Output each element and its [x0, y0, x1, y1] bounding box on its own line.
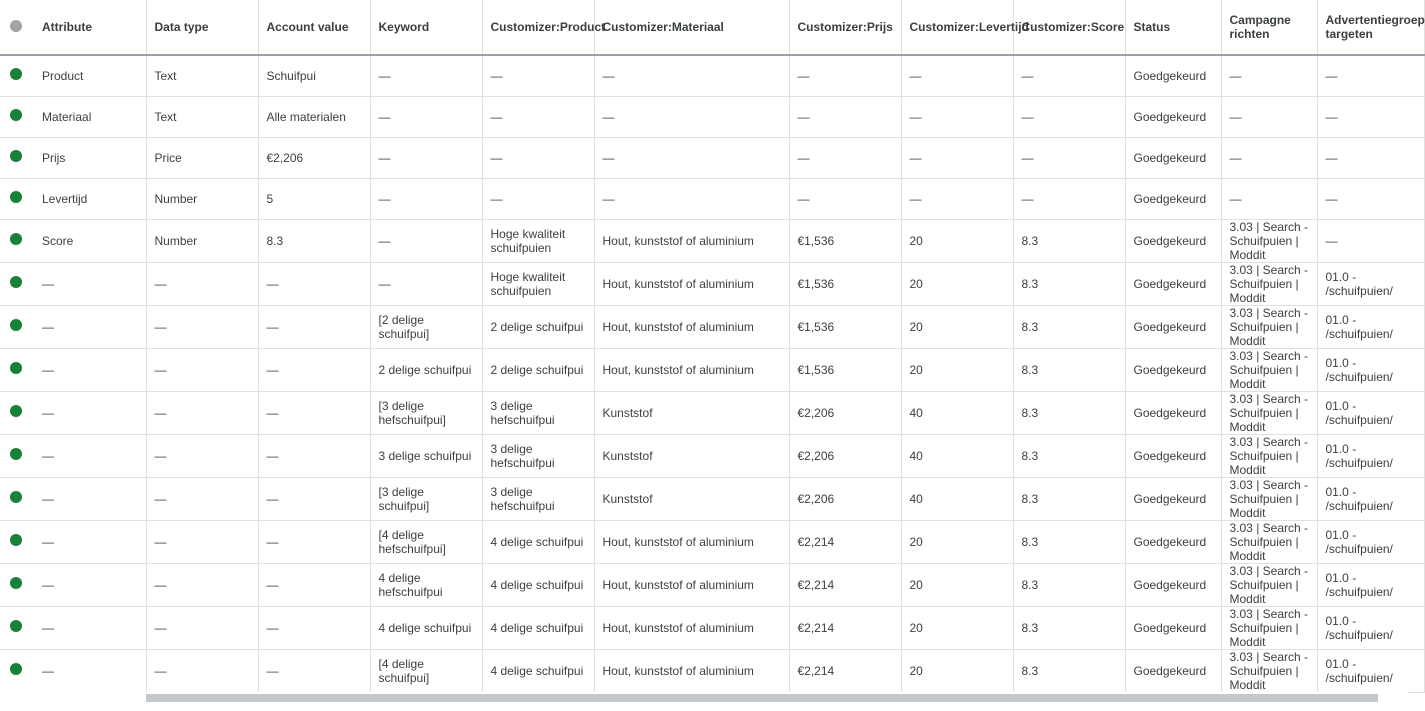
cell-campagne: — — [1221, 137, 1317, 178]
cell-keyword: [3 delige schuifpui] — [370, 477, 482, 520]
cell-data-type: — — [146, 305, 258, 348]
cell-customizer-prijs: €2,214 — [789, 520, 901, 563]
cell-attribute: Prijs — [34, 137, 146, 178]
cell-customizer-score: 8.3 — [1013, 434, 1125, 477]
cell-account-value: €2,206 — [258, 137, 370, 178]
cell-customizer-materiaal: Hout, kunststof of aluminium — [594, 606, 789, 649]
cell-account-value: — — [258, 262, 370, 305]
cell-customizer-levertijd: — — [901, 137, 1013, 178]
cell-data-type: — — [146, 606, 258, 649]
cell-customizer-materiaal: — — [594, 96, 789, 137]
cell-campagne: 3.03 | Search - Schuifpuien | Moddit — [1221, 520, 1317, 563]
cell-account-value: — — [258, 563, 370, 606]
cell-advertentiegroep: — — [1317, 55, 1424, 96]
cell-customizer-levertijd: 20 — [901, 563, 1013, 606]
cell-customizer-levertijd: 40 — [901, 477, 1013, 520]
cell-customizer-materiaal: — — [594, 55, 789, 96]
column-header-customizer-product[interactable]: Customizer:Product — [482, 0, 594, 55]
cell-campagne: — — [1221, 178, 1317, 219]
cell-keyword: [4 delige hefschuifpui] — [370, 520, 482, 563]
status-dot-icon — [10, 20, 22, 32]
cell-data-type: Number — [146, 219, 258, 262]
cell-customizer-score: — — [1013, 178, 1125, 219]
status-enabled-icon — [10, 276, 22, 288]
cell-advertentiegroep: 01.0 - /schuifpuien/ — [1317, 391, 1424, 434]
status-enabled-icon — [10, 448, 22, 460]
table-row[interactable] — [0, 391, 1424, 434]
table-row[interactable] — [0, 649, 1424, 692]
cell-customizer-prijs: €2,214 — [789, 649, 901, 692]
cell-data-type: Price — [146, 137, 258, 178]
status-enabled-icon — [10, 620, 22, 632]
cell-customizer-product: 2 delige schuifpui — [482, 348, 594, 391]
cell-customizer-prijs: €1,536 — [789, 305, 901, 348]
status-enabled-icon — [10, 150, 22, 162]
cell-campagne: 3.03 | Search - Schuifpuien | Moddit — [1221, 391, 1317, 434]
table-header-row — [0, 0, 1424, 55]
cell-attribute: — — [34, 348, 146, 391]
cell-customizer-levertijd: 40 — [901, 434, 1013, 477]
cell-attribute: Product — [34, 55, 146, 96]
status-enabled-icon — [10, 233, 22, 245]
cell-customizer-product: 4 delige schuifpui — [482, 563, 594, 606]
cell-account-value: Schuifpui — [258, 55, 370, 96]
cell-campagne: 3.03 | Search - Schuifpuien | Moddit — [1221, 262, 1317, 305]
column-header-status[interactable]: Status — [1125, 0, 1221, 55]
cell-data-type: — — [146, 649, 258, 692]
cell-status: Goedgekeurd — [1125, 262, 1221, 305]
cell-advertentiegroep: — — [1317, 137, 1424, 178]
cell-customizer-score: 8.3 — [1013, 305, 1125, 348]
cell-keyword: — — [370, 262, 482, 305]
cell-keyword: [3 delige hefschuifpui] — [370, 391, 482, 434]
cell-customizer-materiaal: Kunststof — [594, 477, 789, 520]
cell-data-type: — — [146, 520, 258, 563]
cell-campagne: 3.03 | Search - Schuifpuien | Moddit — [1221, 649, 1317, 692]
row-status-cell — [0, 606, 34, 649]
cell-customizer-score: — — [1013, 55, 1125, 96]
cell-customizer-product: Hoge kwaliteit schuifpuien — [482, 219, 594, 262]
column-header-advertentiegroep-targeten[interactable]: Advertentiegroep targeten — [1317, 0, 1424, 55]
cell-account-value: 5 — [258, 178, 370, 219]
cell-advertentiegroep: 01.0 - /schuifpuien/ — [1317, 649, 1424, 692]
cell-advertentiegroep: 01.0 - /schuifpuien/ — [1317, 563, 1424, 606]
cell-campagne: — — [1221, 55, 1317, 96]
cell-customizer-levertijd: — — [901, 178, 1013, 219]
cell-data-type: — — [146, 434, 258, 477]
cell-customizer-prijs: €1,536 — [789, 262, 901, 305]
cell-attribute: — — [34, 520, 146, 563]
cell-data-type: — — [146, 262, 258, 305]
table-row[interactable] — [0, 348, 1424, 391]
row-status-cell — [0, 520, 34, 563]
row-status-cell — [0, 649, 34, 692]
status-enabled-icon — [10, 534, 22, 546]
cell-status: Goedgekeurd — [1125, 606, 1221, 649]
cell-keyword: [4 delige schuifpui] — [370, 649, 482, 692]
table-row[interactable] — [0, 178, 1424, 219]
cell-data-type: — — [146, 348, 258, 391]
cell-campagne: 3.03 | Search - Schuifpuien | Moddit — [1221, 434, 1317, 477]
cell-customizer-product: 3 delige hefschuifpui — [482, 477, 594, 520]
cell-customizer-prijs: — — [789, 178, 901, 219]
cell-customizer-materiaal: Hout, kunststof of aluminium — [594, 649, 789, 692]
cell-keyword: 4 delige schuifpui — [370, 606, 482, 649]
cell-customizer-prijs: — — [789, 55, 901, 96]
column-header-customizer-prijs[interactable]: Customizer:Prijs — [789, 0, 901, 55]
column-header-account-value[interactable]: Account value — [258, 0, 370, 55]
cell-campagne: 3.03 | Search - Schuifpuien | Moddit — [1221, 563, 1317, 606]
cell-customizer-product: 3 delige hefschuifpui — [482, 391, 594, 434]
status-enabled-icon — [10, 191, 22, 203]
cell-status: Goedgekeurd — [1125, 434, 1221, 477]
cell-customizer-score: — — [1013, 137, 1125, 178]
cell-customizer-levertijd: 20 — [901, 305, 1013, 348]
cell-customizer-prijs: €2,206 — [789, 477, 901, 520]
cell-advertentiegroep: 01.0 - /schuifpuien/ — [1317, 477, 1424, 520]
cell-customizer-product: 4 delige schuifpui — [482, 606, 594, 649]
cell-keyword: — — [370, 219, 482, 262]
row-status-cell — [0, 262, 34, 305]
cell-account-value: — — [258, 348, 370, 391]
cell-keyword: — — [370, 137, 482, 178]
cell-customizer-levertijd: — — [901, 55, 1013, 96]
cell-attribute: — — [34, 262, 146, 305]
row-status-cell — [0, 477, 34, 520]
status-enabled-icon — [10, 491, 22, 503]
cell-attribute: Score — [34, 219, 146, 262]
cell-customizer-product: 2 delige schuifpui — [482, 305, 594, 348]
cell-advertentiegroep: 01.0 - /schuifpuien/ — [1317, 305, 1424, 348]
row-status-cell — [0, 96, 34, 137]
cell-customizer-prijs: €1,536 — [789, 219, 901, 262]
cell-customizer-prijs: €1,536 — [789, 348, 901, 391]
cell-customizer-product: 3 delige hefschuifpui — [482, 434, 594, 477]
cell-customizer-product: — — [482, 178, 594, 219]
cell-advertentiegroep: 01.0 - /schuifpuien/ — [1317, 262, 1424, 305]
row-status-cell — [0, 563, 34, 606]
cell-customizer-score: 8.3 — [1013, 348, 1125, 391]
cell-customizer-product: 4 delige schuifpui — [482, 520, 594, 563]
horizontal-scrollbar-thumb[interactable] — [146, 694, 1378, 702]
row-status-cell — [0, 178, 34, 219]
cell-customizer-score: 8.3 — [1013, 477, 1125, 520]
cell-campagne: 3.03 | Search - Schuifpuien | Moddit — [1221, 305, 1317, 348]
cell-customizer-prijs: — — [789, 96, 901, 137]
status-enabled-icon — [10, 109, 22, 121]
table-row[interactable] — [0, 219, 1424, 262]
cell-campagne: 3.03 | Search - Schuifpuien | Moddit — [1221, 477, 1317, 520]
cell-customizer-levertijd: 40 — [901, 391, 1013, 434]
cell-attribute: — — [34, 391, 146, 434]
cell-keyword: — — [370, 55, 482, 96]
cell-customizer-levertijd: 20 — [901, 348, 1013, 391]
row-status-cell — [0, 219, 34, 262]
cell-keyword: [2 delige schuifpui] — [370, 305, 482, 348]
cell-attribute: — — [34, 563, 146, 606]
cell-advertentiegroep: — — [1317, 178, 1424, 219]
status-enabled-icon — [10, 405, 22, 417]
cell-status: Goedgekeurd — [1125, 219, 1221, 262]
cell-status: Goedgekeurd — [1125, 520, 1221, 563]
status-enabled-icon — [10, 362, 22, 374]
cell-campagne: 3.03 | Search - Schuifpuien | Moddit — [1221, 219, 1317, 262]
status-enabled-icon — [10, 68, 22, 80]
row-status-cell — [0, 305, 34, 348]
table-row[interactable] — [0, 55, 1424, 96]
cell-customizer-materiaal: Hout, kunststof of aluminium — [594, 262, 789, 305]
cell-attribute: — — [34, 434, 146, 477]
table-row[interactable] — [0, 520, 1424, 563]
cell-keyword: 3 delige schuifpui — [370, 434, 482, 477]
cell-data-type: — — [146, 563, 258, 606]
cell-customizer-levertijd: 20 — [901, 520, 1013, 563]
row-status-cell — [0, 55, 34, 96]
cell-advertentiegroep: 01.0 - /schuifpuien/ — [1317, 434, 1424, 477]
column-header-customizer-levertijd[interactable]: Customizer:Levertijd — [901, 0, 1013, 55]
cell-account-value: — — [258, 305, 370, 348]
cell-customizer-materiaal: Kunststof — [594, 391, 789, 434]
cell-attribute: Levertijd — [34, 178, 146, 219]
cell-keyword: — — [370, 178, 482, 219]
column-header-customizer-score[interactable]: Customizer:Score — [1013, 0, 1125, 55]
cell-status: Goedgekeurd — [1125, 55, 1221, 96]
status-enabled-icon — [10, 663, 22, 675]
column-header-customizer-materiaal[interactable]: Customizer:Materiaal — [594, 0, 789, 55]
cell-customizer-materiaal: Hout, kunststof of aluminium — [594, 219, 789, 262]
cell-account-value: — — [258, 434, 370, 477]
table-row[interactable] — [0, 606, 1424, 649]
cell-customizer-levertijd: 20 — [901, 262, 1013, 305]
cell-advertentiegroep: — — [1317, 96, 1424, 137]
table-row[interactable] — [0, 477, 1424, 520]
table-row[interactable] — [0, 305, 1424, 348]
cell-status: Goedgekeurd — [1125, 305, 1221, 348]
cell-customizer-materiaal: Kunststof — [594, 434, 789, 477]
cell-advertentiegroep: — — [1317, 219, 1424, 262]
cell-customizer-prijs: €2,206 — [789, 434, 901, 477]
row-status-cell — [0, 391, 34, 434]
cell-customizer-product: Hoge kwaliteit schuifpuien — [482, 262, 594, 305]
cell-customizer-score: 8.3 — [1013, 606, 1125, 649]
row-status-cell — [0, 137, 34, 178]
cell-data-type: Text — [146, 55, 258, 96]
status-enabled-icon — [10, 319, 22, 331]
cell-customizer-levertijd: — — [901, 96, 1013, 137]
cell-attribute: — — [34, 477, 146, 520]
cell-customizer-materiaal: — — [594, 178, 789, 219]
cell-account-value: — — [258, 649, 370, 692]
cell-account-value: 8.3 — [258, 219, 370, 262]
column-header-attribute[interactable]: Attribute — [34, 0, 146, 55]
table-row[interactable] — [0, 96, 1424, 137]
cell-account-value: — — [258, 520, 370, 563]
cell-status: Goedgekeurd — [1125, 178, 1221, 219]
cell-data-type: — — [146, 477, 258, 520]
cell-keyword: 2 delige schuifpui — [370, 348, 482, 391]
cell-customizer-product: — — [482, 137, 594, 178]
cell-status: Goedgekeurd — [1125, 477, 1221, 520]
cell-customizer-materiaal: Hout, kunststof of aluminium — [594, 520, 789, 563]
column-header-keyword[interactable]: Keyword — [370, 0, 482, 55]
cell-advertentiegroep: 01.0 - /schuifpuien/ — [1317, 606, 1424, 649]
cell-customizer-score: 8.3 — [1013, 391, 1125, 434]
cell-customizer-materiaal: Hout, kunststof of aluminium — [594, 563, 789, 606]
cell-status: Goedgekeurd — [1125, 348, 1221, 391]
cell-data-type: Number — [146, 178, 258, 219]
cell-customizer-score: 8.3 — [1013, 563, 1125, 606]
cell-status: Goedgekeurd — [1125, 96, 1221, 137]
cell-account-value: — — [258, 391, 370, 434]
table-row[interactable] — [0, 137, 1424, 178]
cell-keyword: 4 delige hefschuifpui — [370, 563, 482, 606]
cell-customizer-score: 8.3 — [1013, 520, 1125, 563]
cell-attribute: — — [34, 606, 146, 649]
cell-customizer-levertijd: 20 — [901, 606, 1013, 649]
cell-attribute: — — [34, 305, 146, 348]
cell-account-value: Alle materialen — [258, 96, 370, 137]
cell-customizer-score: — — [1013, 96, 1125, 137]
cell-account-value: — — [258, 606, 370, 649]
row-status-cell — [0, 348, 34, 391]
cell-keyword: — — [370, 96, 482, 137]
cell-campagne: 3.03 | Search - Schuifpuien | Moddit — [1221, 348, 1317, 391]
cell-customizer-product: — — [482, 96, 594, 137]
cell-customizer-prijs: €2,206 — [789, 391, 901, 434]
cell-customizer-prijs: — — [789, 137, 901, 178]
status-enabled-icon — [10, 577, 22, 589]
cell-status: Goedgekeurd — [1125, 563, 1221, 606]
row-status-cell — [0, 434, 34, 477]
cell-advertentiegroep: 01.0 - /schuifpuien/ — [1317, 348, 1424, 391]
cell-advertentiegroep: 01.0 - /schuifpuien/ — [1317, 520, 1424, 563]
cell-customizer-prijs: €2,214 — [789, 563, 901, 606]
cell-customizer-materiaal: — — [594, 137, 789, 178]
cell-customizer-score: 8.3 — [1013, 219, 1125, 262]
cell-customizer-product: 4 delige schuifpui — [482, 649, 594, 692]
table-body — [0, 55, 1424, 692]
status-column-header[interactable] — [0, 0, 34, 55]
cell-customizer-product: — — [482, 55, 594, 96]
cell-account-value: — — [258, 477, 370, 520]
cell-campagne: — — [1221, 96, 1317, 137]
table-row[interactable] — [0, 563, 1424, 606]
cell-customizer-score: 8.3 — [1013, 649, 1125, 692]
column-header-data-type[interactable]: Data type — [146, 0, 258, 55]
cell-data-type: Text — [146, 96, 258, 137]
cell-customizer-levertijd: 20 — [901, 649, 1013, 692]
cell-attribute: Materiaal — [34, 96, 146, 137]
table-row[interactable] — [0, 262, 1424, 305]
cell-status: Goedgekeurd — [1125, 391, 1221, 434]
cell-customizer-score: 8.3 — [1013, 262, 1125, 305]
cell-data-type: — — [146, 391, 258, 434]
cell-customizer-prijs: €2,214 — [789, 606, 901, 649]
cell-status: Goedgekeurd — [1125, 649, 1221, 692]
table-row[interactable] — [0, 434, 1424, 477]
cell-customizer-materiaal: Hout, kunststof of aluminium — [594, 348, 789, 391]
cell-customizer-levertijd: 20 — [901, 219, 1013, 262]
cell-status: Goedgekeurd — [1125, 137, 1221, 178]
cell-attribute: — — [34, 649, 146, 692]
cell-customizer-materiaal: Hout, kunststof of aluminium — [594, 305, 789, 348]
cell-campagne: 3.03 | Search - Schuifpuien | Moddit — [1221, 606, 1317, 649]
column-header-campagne-richten[interactable]: Campagne richten — [1221, 0, 1317, 55]
